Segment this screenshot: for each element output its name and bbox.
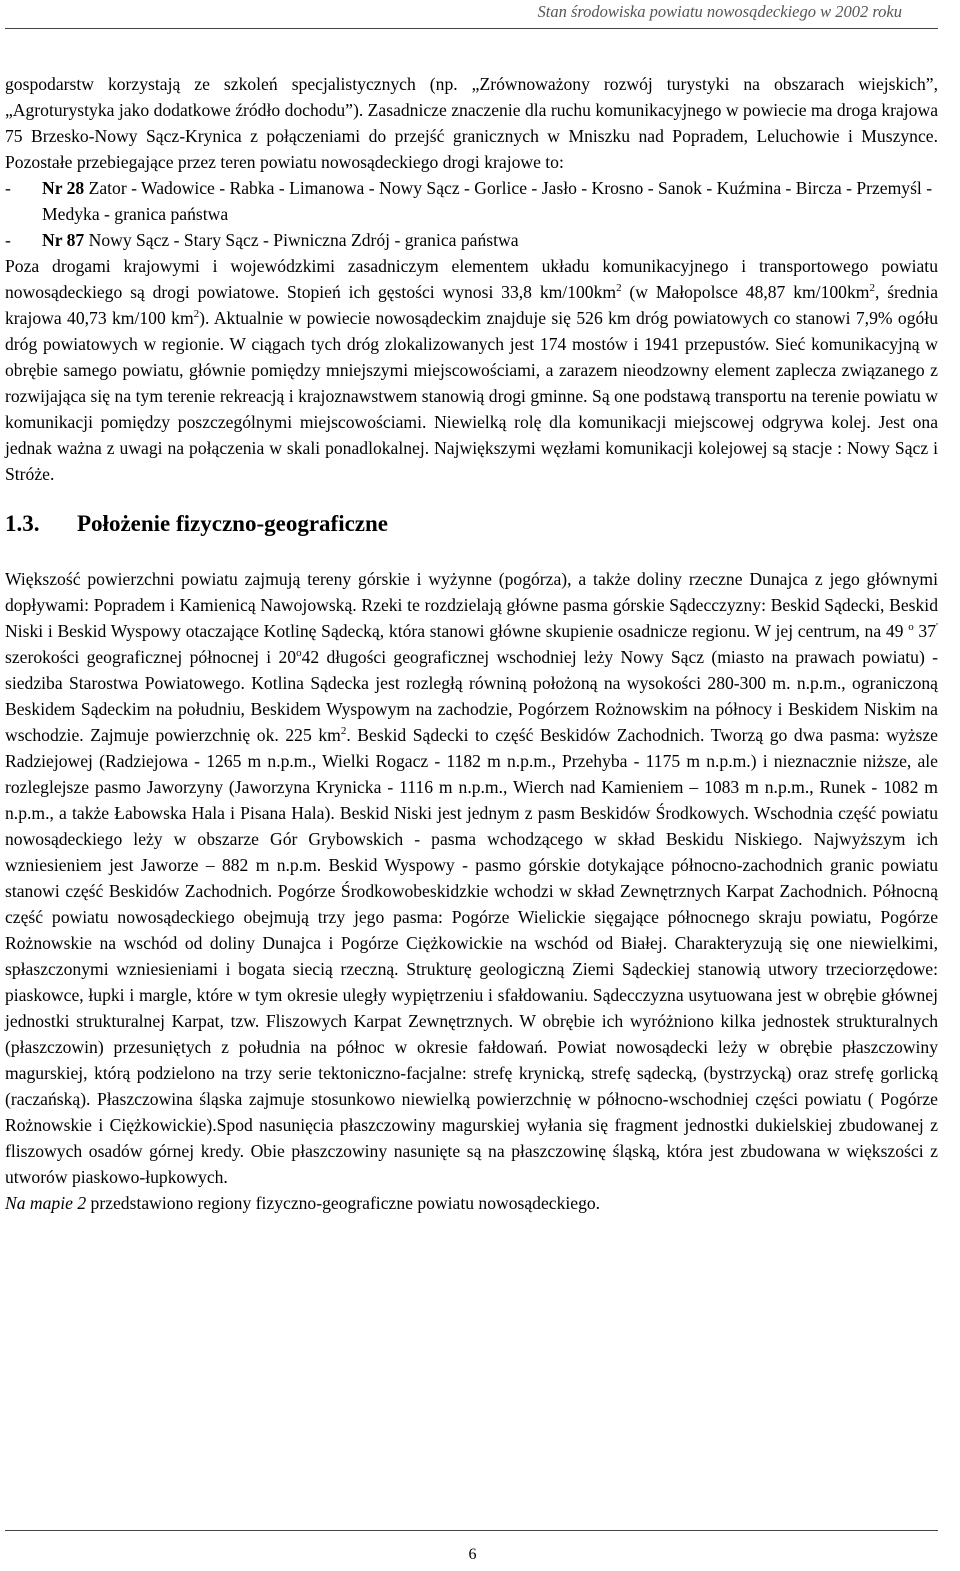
paragraph-geography	[5, 566, 938, 1190]
superscript: 2	[193, 308, 200, 321]
road-number: Nr 87	[42, 230, 85, 250]
road-route: Zator - Wadowice - Rabka - Limanowa - Nowy Sącz - Gorlice - Jasło - Krosno - Sanok - Kuźmina - Bircza - Przemyśl - Medyka - granica państwa	[42, 178, 933, 224]
list-dash: -	[5, 178, 11, 198]
road-item	[5, 175, 938, 227]
page-number: 6	[468, 1546, 477, 1563]
text-run: 37	[913, 621, 937, 641]
superscript: 2	[340, 725, 347, 738]
footer-rule	[5, 1530, 938, 1531]
paragraph-map-reference	[5, 1190, 938, 1216]
page-content	[5, 71, 938, 1216]
superscript: 2	[616, 282, 622, 295]
paragraph-road-density	[5, 253, 938, 487]
text-run: Poza drogami krajowymi i wojewódzkimi zasadniczym elementem układu komunikacyjnego i transportowego powiatu nowosądeckiego są drogi powiatowe. Stopień ich gęstości wynosi 33,8 km/100km	[5, 256, 938, 302]
road-route: Nowy Sącz - Stary Sącz - Piwniczna Zdrój - granica państwa	[88, 230, 519, 250]
road-list	[5, 175, 938, 253]
running-header: Stan środowiska powiatu nowosądeckiego w 2002 roku	[537, 2, 902, 21]
text-run: 42 długości geograficznej wschodniej leży Nowy Sącz (miasto na prawach powiatu) - siedziba Starostwa Powiatowego. Kotlina Sądecka jest rozległą równiną położoną na wysokości 280-300 m. n.p.m., ograniczoną Beskidem Sądeckim na południu, Beskidem Wyspowym na zachodzie, Pogórzem Rożnowskim na północy i Beskidem Niskim na wschodzie. Zajmuje powierzchnię ok. 225 km	[5, 647, 938, 745]
section-title: Położenie fizyczno-geograficzne	[77, 511, 389, 536]
text-run: przedstawiono regiony fizyczno-geograficzne powiatu nowosądeckiego.	[86, 1193, 601, 1213]
text-run: Aktualnie w powiecie nowosądeckim znajduje się 526 km dróg powiatowych co stanowi 7,9% ogółu dróg powiatowych w regionie. W ciągach tych dróg zlokalizowanych jest 174 mostów i 1941 przepustów. Sieć komunikacyjną w obrębie samego powiatu, głównie pomiędzy mniejszymi miejscowościami, a zarazem nieodzowny element zaplecza związanego z rozwijająca się na tym terenie rekreacją i krajoznawstwem stanowią drogi gminne. Są one podstawą transportu na terenie powiatu w komunikacji pomiędzy poszczególnymi miejscowościami. Niewielką rolę dla komunikacji miejscowej odgrywa kolej. Jest ona jednak ważna z uwagi na połączenia w skali ponadlokalnej. Największymi węzłami komunikacji kolejowej są stacje : Nowy Sącz i Stróże.	[5, 308, 938, 484]
superscript: o	[296, 647, 302, 660]
header-rule	[5, 28, 938, 29]
section-number: 1.3.	[5, 511, 40, 536]
road-number: Nr 28	[42, 178, 85, 198]
text-run: (w Małopolsce 48,87 km/100km	[621, 282, 870, 302]
text-run: ).	[199, 308, 210, 328]
text-run: Większość powierzchni powiatu zajmują tereny górskie i wyżynne (pogórza), a także doliny rzeczne Dunajca z jego głównymi dopływami: Popradem i Kamienicą Nawojowską. Rzeki te rozdzielają główne pasma górskie Sądecczyzny: Beskid Sądecki, Beskid Niski i Beskid Wyspowy otaczające Kotlinę Sądecką, która stanowi główne skupienie osadnicze regionu. W jej centrum, na 49	[5, 569, 938, 641]
section-heading	[5, 509, 938, 539]
text-run: . Beskid Sądecki to część Beskidów Zachodnich. Tworzą go dwa pasma: wyższe Radziejowej (Radziejowa - 1265 m n.p.m., Wielki Rogacz - 1182 m n.p.m., Przehyba - 1175 m n.p.m.) i nieznacznie niższe, ale rozleglejsze pasmo Jaworzyny (Jaworzyna Krynicka - 1116 m n.p.m., Wierch nad Kamieniem – 1083 m n.p.m., Runek - 1082 m n.p.m., a także Łabowska Hala i Pisana Hala). Beskid Niski jest jednym z pasm Beskidów Środkowych. Wschodnia część powiatu nowosądeckiego leży w obszarze Gór Grybowskich - pasma wchodzącego w skład Beskidu Niskiego. Najwyższym ich wzniesieniem jest Jaworze – 882 m n.p.m. Beskid Wyspowy - pasmo górskie dotykające północno-zachodnich granic powiatu stanowi część Beskidów Zachodnich. Pogórze Środkowobeskidzkie wchodzi w skład Zewnętrznych Karpat Zachodnich. Północną część powiatu nowosądeckiego obejmują trzy jego pasma: Pogórze Wielickie sięgające północnego skraju powiatu, Pogórze Rożnowskie na wschód od doliny Dunajca i Pogórze Ciężkowickie na wschód od Białej. Charakteryzują się one niewielkimi, spłaszczonymi wzniesieniami i bogata siecią rzeczną. Strukturę geologiczną Ziemi Sądeckiej stanowią utwory trzeciorzędowe: piaskowce, łupki i margle, które w tym okresie uległy wypiętrzeniu i sfałdowaniu. Sądecczyzna usytuowana jest w obrębie głównej jednostki strukturalnej Karpat, tzw. Fliszowych Karpat Zewnętrznych. W obrębie ich wyróżniono kilka jednostek strukturalnych (płaszczowin) przesuniętych z południa na północ w okresie fałdowań. Powiat nowosądecki leży w obrębie płaszczowiny magurskiej, którą podzielono na trzy serie tektoniczno-facjalne: strefę krynicką, strefę sądecką, (bystrzycką) oraz strefę gorlicką (raczańską). Płaszczowina śląska zajmuje stosunkowo niewielką powierzchnię w północno-wschodniej części powiatu ( Pogórze Rożnowskie i Ciężkowickie).Spod nasunięcia płaszczowiny magurskiej wyłania się fragment jednostki dukielskiej zbudowanej z fliszowych osadów górnej kredy. Obie płaszczowiny nasunięte są na płaszczowinę śląską, która jest zbudowana w większości z utworów piaskowo-łupkowych.	[5, 725, 938, 1187]
road-item	[5, 227, 938, 253]
paragraph-transport-intro: gospodarstw korzystają ze szkoleń specjalistycznych (np. „Zrównoważony rozwój turystyki na obszarach wiejskich”, „Agroturystyka jako dodatkowe źródło dochodu”). Zasadnicze znaczenie dla ruchu komunikacyjnego w powiecie ma droga krajowa 75 Brzesko-Nowy Sącz-Krynica z połączeniami do przejść granicznych w Mniszku nad Popradem, Leluchowie i Muszynce. Pozostałe przebiegające przez teren powiatu nowosądeckiego drogi krajowe to:	[5, 74, 938, 172]
text-run: , średnia krajowa 40,73 km/100 km	[5, 282, 939, 328]
text-run: szerokości geograficznej północnej i 20	[5, 647, 297, 667]
list-dash: -	[5, 230, 11, 250]
superscript: o	[908, 621, 914, 634]
superscript: 2	[869, 282, 875, 295]
map-reference: Na mapie 2	[5, 1193, 87, 1213]
superscript: '	[936, 621, 938, 634]
